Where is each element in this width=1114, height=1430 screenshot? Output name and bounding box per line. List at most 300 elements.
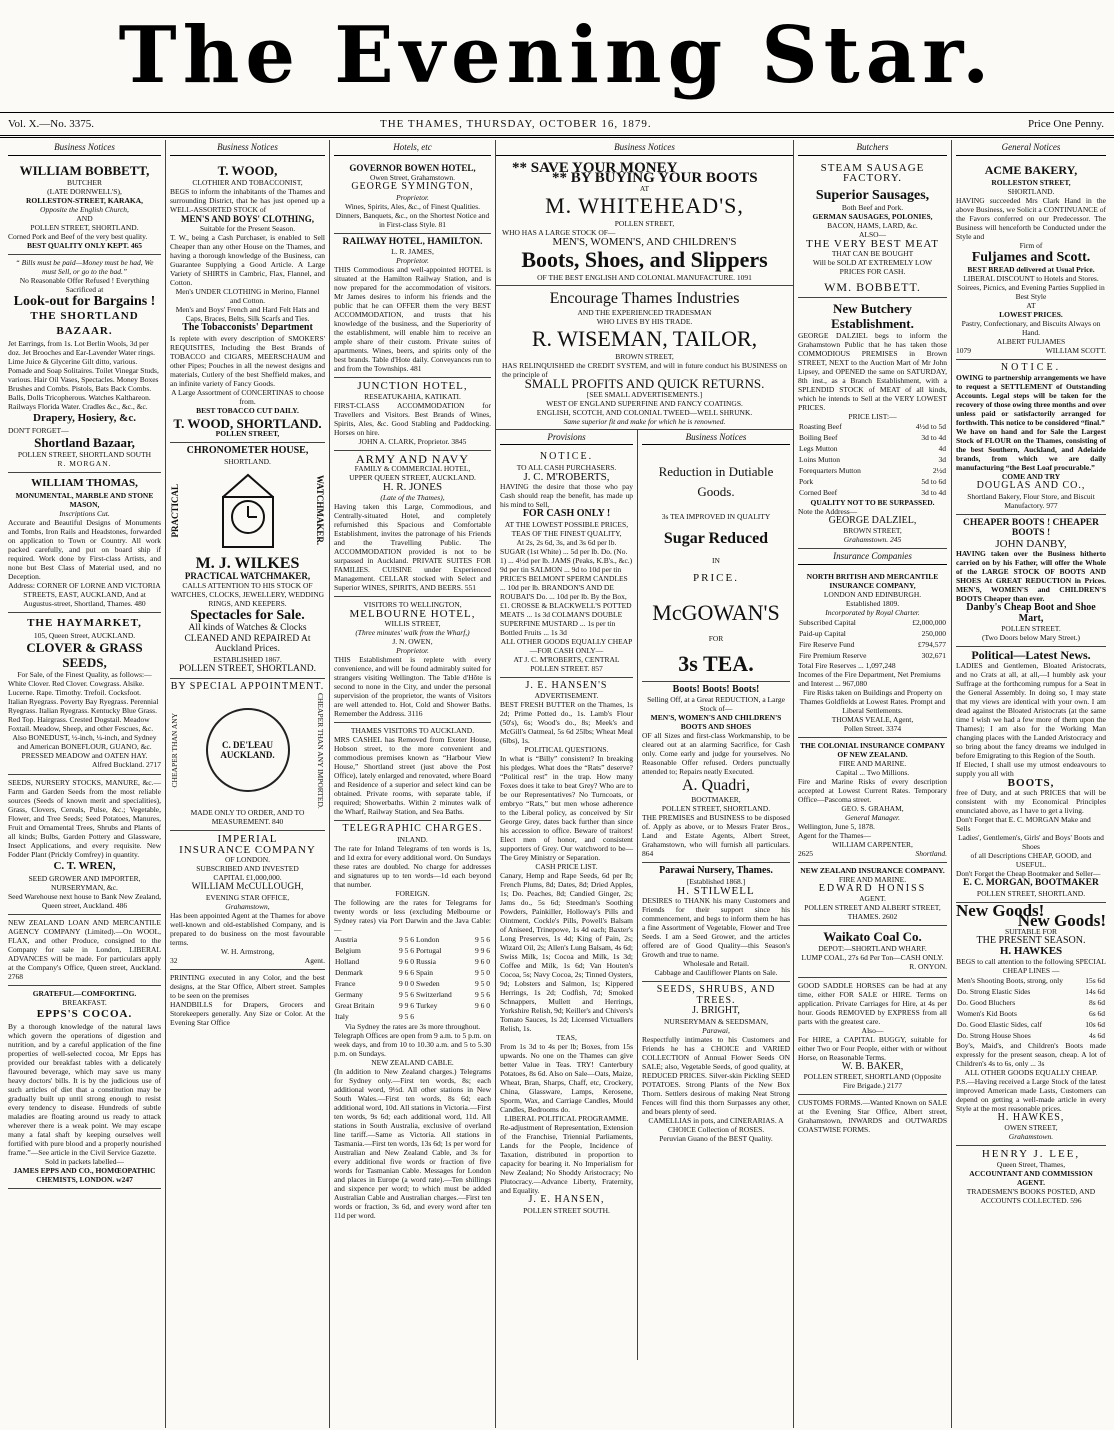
ad-line: Don't Forget the Cheap Bootmaker and Seller— — [956, 869, 1101, 878]
price-row — [798, 476, 947, 487]
table-cell: Forequarters Mutton — [799, 465, 861, 475]
ad-title: EDWARD HONISS — [818, 882, 927, 894]
ad-text: THIS Commodious and well-appointed HOTEL is situated at the Hamilton Railway Station, and is now prepared for the accommodation of visitors. Mr James desires to inform his friends and the public that he can OFFER them the very BEST ACCOMMODATION, and trusts that his knowledge of the business, and the Superiority of the establishment, will enable him to receive an ample share of their custom. Private suites of apartments. Wines, beers, and spirits only of the best brands. Table d'Hote daily. Conveyances run to and from the Townships. 481 — [334, 265, 491, 373]
table-cell: 9 0 0 — [398, 978, 414, 988]
ad-title: FOR CASH ONLY ! — [522, 508, 611, 519]
price-row — [798, 454, 947, 465]
ad-line: of all Descriptions CHEAP, GOOD, and USEFUL. — [970, 851, 1092, 869]
ad-baker — [798, 978, 947, 1096]
section-header: Business Notices — [8, 140, 161, 156]
ad-line: AND THE EXPERIENCED TRADESMAN — [577, 308, 712, 317]
ad-line: Grahamstown, — [225, 901, 270, 911]
ad-line: General Manager. — [845, 812, 900, 822]
table-cell: Loins Mutton — [799, 454, 841, 464]
ad-line: TEAS, — [556, 1033, 577, 1042]
masthead — [0, 0, 1114, 112]
ad-line: EVENING STAR OFFICE, — [205, 892, 290, 902]
ad-notice — [956, 360, 1106, 515]
ad-title: WILLIAM BOBBETT, — [19, 162, 150, 178]
ad-line: Peruvian Guano of the BEST Quality. — [659, 1133, 773, 1143]
ad-text: CUSTOMS FORMS.—Wanted Known on SALE at the Evening Star Office, Albert street, Grahamstown, INWARDS and OUTWARDS COASTWISE FORMS. — [798, 1098, 947, 1134]
ad-text: Jet Earrings, from 1s. Lot Berlin Wools, 3d per doz. Jet Brooches and Ear-Lavender Water rings. Lime Juice & Glycerine Gilt ditto, various. Pomade and Soap Solitaires. Toilet Vinegar Studs, various. Hair Oil Vases, Spectacles. Money Boxes Brushes and Combs. Pistols, Bats Back Combs. Balls, Dolls Tricopherous. Watches Kalthareon. Railways Florida Water. Cradles &c., &c., &c. — [8, 338, 159, 411]
price-row — [798, 487, 947, 498]
ad-title: CHRONOMETER HOUSE, — [186, 445, 309, 456]
ad-line: FIRE AND MARINE. — [838, 874, 907, 884]
ad-title: M. J. WILKES — [195, 554, 300, 572]
ad-text: SUGAR (1st White) ... 5d per lb. Do. (No. 1) ... 4½d per lb. JAMS (Peaks, K.B's., &c.) 9d per tin SALMON ... 9d to 10d per tin PRICE'S BELMONT SPERM CANDLES ... 10d per lb. BRANDON'S AND DE ROUBAI'S Do. ... 10d per lb. By the Box, £1. CROSSE & BLACKWELL'S POTTED MEATS ... 1s 3d COLMAN'S DOUBLE SUPERFINE MUSTARD ... 1s per tin Bottled Fruits ... 1s 3d — [500, 546, 633, 637]
ad-title: J. E. HANSEN'S — [525, 679, 608, 691]
ad-line: PRICES FOR CASH. — [839, 267, 906, 276]
ad-line: LOWEST PRICES. — [999, 309, 1063, 319]
table-cell: 3d to 4d — [921, 487, 946, 497]
ad-quote: “ Bills must be paid—Money must be had, We must Sell, or go to the bad.” — [15, 257, 154, 276]
ad-text: All kinds of Watches & Clocks CLEANED AND REPAIRED At Auckland Prices. — [184, 623, 311, 654]
ad-title: Look-out for Bargains ! — [13, 293, 156, 309]
ad-title: GEORGE DALZIEL, — [828, 514, 917, 526]
table-cell: 9 5 6 — [398, 934, 414, 944]
table-cell: Legs Mutton — [799, 443, 838, 453]
table-cell: 9 6 0 — [398, 956, 414, 966]
ad-wren — [8, 775, 161, 915]
agent-row — [170, 956, 325, 965]
ad-line: POLLEN STREET, — [614, 218, 675, 228]
ad-title: T. WOOD, — [217, 162, 278, 178]
ad-telegraph — [334, 821, 491, 1224]
ad-line: CAMELLIAS in pots, and CINERARIAS. A CHOICE Collection of ROSES. — [648, 1115, 784, 1134]
table-cell: Men's Shooting Boots, strong, only — [957, 975, 1063, 985]
ad-line: Grahamstown. — [1008, 1132, 1054, 1141]
table-cell: Corned Beef — [799, 487, 838, 497]
ad-line: SHORTLAND. — [1007, 186, 1055, 196]
ad-title: GOVERNOR BOWEN HOTEL, — [349, 162, 476, 173]
ad-line: Agent. — [304, 955, 325, 965]
ad-line: INLAND. — [397, 834, 428, 844]
table-cell: Women's Kid Boots — [957, 1008, 1017, 1018]
rate-row — [334, 945, 491, 956]
ad-title: NOTICE. — [539, 451, 594, 462]
ad-line: AT THE LOWEST POSSIBLE PRICES, — [504, 519, 629, 529]
ad-line: L. R. JAMES, — [391, 247, 434, 256]
column-2 — [166, 140, 330, 1428]
ad-text: HAVING succeeded Mrs Clark Hand in the above Business, we Solicit a CONTINUANCE of the Favors conferred on our Predecessor. The Business will henceforth be Conducted under the Style and — [956, 195, 1106, 241]
ad-line: T. WOOD, — [173, 415, 234, 431]
ad-political — [956, 647, 1106, 903]
ad-waikato — [798, 926, 947, 978]
ad-number: 1079 — [956, 345, 971, 355]
ad-text: By a thorough knowledge of the natural laws which govern the operations of digestion and nutrition, and by a careful application of the fine properties of well-selected cocoa, Mr Epps has provided our breakfast tables with a delicately flavoured beverage, which may save us many heavy doctors' bills. It is by the judicious use of such articles of diet that a constitution may be gradually built up until strong enough to resist every tendency to disease. Hundreds of subtle maladies are floating around us ready to attack wherever there is a weak point. We may escape many a fatal shaft by keeping ourselves well fortified with pure blood and a properly nourished frame.”—See article in the Civil Service Gazette. — [8, 1022, 161, 1157]
ad-line: PRICE. — [693, 572, 739, 584]
ad-line: BROWN STREET, — [843, 526, 902, 535]
table-cell: 5d to 6d — [921, 476, 946, 486]
ad-signature: R. ONYON. — [909, 962, 947, 971]
ad-line: ACCOUNTANT AND COMMISSION AGENT. — [969, 1168, 1093, 1187]
ad-hansen — [500, 678, 633, 1219]
table-cell: Switzerland — [415, 989, 452, 999]
ad-line: NURSERYMAN & SEEDSMAN, — [664, 1016, 768, 1026]
table-cell: Boiling Beef — [799, 432, 838, 442]
rate-row — [334, 1000, 491, 1011]
ad-line: BROWN STREET, — [615, 352, 674, 361]
ad-text: If Elected, I shall use my utmost endeavours to supply you all with — [956, 759, 1106, 778]
ad-title: McGOWAN'S — [652, 599, 780, 625]
ad-title: E. C. MORGAN, BOOTMAKER — [963, 878, 1099, 888]
ad-title: Fuljames and Scott. — [971, 249, 1091, 265]
ad-line: (Late of the Thames), — [380, 492, 445, 502]
ad-bobbett — [8, 160, 161, 255]
ad-line: Men's and Boys' French and Hard Felt Hats and Caps, Braces, Belts, Silk Scarfs and Ties. — [175, 305, 320, 323]
ad-line: JAMES EPPS AND CO., HOMŒOPATHIC CHEMISTS, LONDON. w247 — [13, 1166, 156, 1184]
ad-line: Parawai, — [702, 1025, 730, 1035]
ad-line: BEST TOBACCO CUT DAILY. — [196, 405, 299, 415]
ad-cashel — [334, 723, 491, 821]
ad-title: J. E. HANSEN, — [528, 1194, 605, 1205]
ad-line: Don't Forget that E. C. MORGAN Make and Sells — [956, 815, 1091, 833]
ad-line: Queen Street, Thames, — [996, 1159, 1066, 1169]
table-cell: 302,671 — [921, 650, 946, 660]
ad-title: CHEAPER BOOTS ! CHEAPER BOOTS ! — [963, 517, 1099, 538]
ad-title: GEORGE SYMINGTON, — [351, 181, 474, 192]
column-5 — [794, 140, 952, 1428]
rate-row — [334, 934, 491, 945]
ad-line: COME AND TRY — [1001, 472, 1061, 481]
ad-line: WILLIAM McCULLOUGH, — [191, 882, 304, 893]
table-cell: London — [415, 934, 440, 944]
ad-line: WHO HAS A LARGE STOCK OF— — [502, 227, 616, 237]
ad-line: IN — [712, 556, 720, 565]
ad-title: 3s TEA. — [678, 650, 754, 676]
ad-text: (In addition to New Zealand charges.) Telegrams for Sydney only.—First ten words, 8s; each additional word, 9½d. All other stations in New South Wales.—First ten words, 8s 6d; each additional word, 10d. All stations in Victoria.—First ten words, 9s 6d; each additional word, 11d. All stations in South Australia, exclusive of overland line tariff.—Same as Victoria. All stations in Tasmania.—First ten words, 13s 6d; 1s per word for Australian and New Zealand Cable, and 3s for every additional five words or fraction of five words for Tasmanian Cable. Messages for London and places in Europe (a word rate).—Ten shillings and sixpence per word; to which must be added Australian Cable and Australian charges.—First ten words or fraction, 3s 6d, and every word after ten 11d per word. — [334, 1066, 491, 1220]
ad-text: BEGS to inform the inhabitants of the Thames and surrounding District, that he has just opened up a WELL-ASSORTED STOCK of — [170, 186, 325, 214]
table-cell: Spain — [415, 967, 434, 977]
table-cell: Do. Good Bluchers — [957, 997, 1016, 1007]
ad-line: Shortland. — [915, 848, 947, 858]
price: Price One Penny. — [1028, 118, 1104, 130]
ad-text: LUMP COAL, 27s 6d Per Ton—CASH ONLY. — [801, 953, 944, 962]
ad-title: Political—Latest News. — [971, 648, 1091, 662]
ad-text: Also BONEDUST, ½-inch, ¼-inch, and Sydney and American BONEFLOUR, GUANO, &c. PRESSED MEADOW and OATEN HAY. — [12, 732, 157, 760]
ad-text: SEEDS, NURSERY STOCKS, MANURE, &c.—Farm and Garden Seeds from the most reliable sources (Seeds of known merit and specialities), Grass, Clovers, Cereals, Pulse, &c.; Vegetable, Flower, and Tree Seeds; Seed Potatoes, Manures, Fruit and Ornamental Trees, Shrubs and Plants of all kinds; Bulbs, Garden Pottery and Glassware, Insect Applications, and every requisite. New Fodder Plant (Prickly Comfrey) in quantity. — [8, 778, 161, 859]
ad-text: T. W., being a Cash Purchaser, is enabled to Sell Cheaper than any other House on the Thames, and having a thorough knowledge of the Business, can Guarantee Supplying a Good Article. A Large Variety of SHIRTS in Cambric, Flax, Flannel, and Cotton. — [170, 233, 325, 287]
ad-title: ARMY AND NAVY — [355, 451, 469, 466]
ad-line: GERMAN SAUSAGES, POLONIES, — [812, 211, 933, 221]
sub-columns — [496, 430, 793, 1360]
rate-row — [334, 967, 491, 978]
table-cell: 9 6 0 — [475, 1000, 490, 1010]
ad-line: WHO LIVES BY HIS TRADE. — [596, 317, 693, 326]
ad-line: Suitable for the Present Season. — [199, 224, 296, 233]
table-cell: Denmark — [335, 967, 363, 977]
ad-stilwell — [642, 863, 790, 982]
ad-line: Sold in packets labelled— — [45, 1157, 124, 1166]
ad-line: POLLEN STREET, SHORTLAND. — [661, 804, 771, 813]
dateline — [0, 112, 1114, 138]
ad-line: Ladies', Gentlemen's, Girls' and Boys' Boots and Shoes — [958, 833, 1104, 851]
ad-line: VISITORS TO WELLINGTON, — [363, 599, 462, 609]
boots-price-table — [956, 975, 1106, 1041]
ad-text: HAVING the desire that those who pay Cash should reap the benefit, has made up his mind to Sell, — [500, 482, 633, 509]
ad-customs — [798, 1095, 947, 1138]
ad-title: Shortland Bazaar, — [34, 434, 135, 450]
ad-text: Has been appointed Agent at the Thames for above well-known and old-established Company, and is prepared to do business on the most favourable terms. — [170, 910, 325, 947]
table-cell: 9 5 6 — [475, 934, 490, 944]
ad-line: BUTCHER — [66, 177, 102, 187]
date-place: THE THAMES, THURSDAY, OCTOBER 16, 1879. — [380, 118, 652, 130]
ad-text: Fire and Marine Risks of every description accepted at Lowest Current Rates. Temporary Office—Pascoma street. — [798, 776, 947, 804]
ad-line: NEW ZEALAND CABLE. — [371, 1057, 454, 1067]
ad-line: FOREIGN. — [395, 888, 430, 898]
ad-line: POLLEN STREET AND ALBERT STREET, THAMES. 2602 — [804, 903, 941, 921]
ad-line: Selling Off, at a Great REDUCTION, a Large Stock of— — [647, 695, 785, 713]
ad-line: For Sale, of the Finest Quality, as follows:— — [17, 669, 152, 679]
ad-line: Via Sydney the rates are 3s more throughout. — [344, 1021, 481, 1031]
table-cell: 9 6 6 — [398, 967, 414, 977]
ad-line: 3s TEA IMPROVED IN QUALITY — [661, 512, 771, 521]
ad-lee — [956, 1146, 1106, 1209]
ad-line: FIRE AND MARINE. — [838, 758, 907, 768]
volume-number: Vol. X.—No. 3375. — [8, 118, 94, 130]
ad-title: ** BY BUYING YOUR BOOTS — [552, 170, 758, 186]
ad-number: 2625 — [798, 848, 813, 858]
ad-sausage — [798, 160, 947, 298]
ad-title: Encourage Thames Industries — [549, 290, 740, 307]
table-cell: Pork — [799, 476, 814, 486]
ad-text: OF all Sizes and first-class Workmanship, to be cleared out at an alarming Sacrifice, for Cash only. Come early and judge for yourselves. No Reasonable Offer refused. Orders punctually attended to; Repairs neatly Executed. — [642, 731, 790, 776]
wood-signature — [170, 415, 325, 431]
table-cell: Great Britain — [335, 1000, 375, 1010]
ad-haymarket — [8, 613, 161, 776]
table-cell: 9 5 0 — [475, 967, 490, 977]
ad-line: BEST BREAD delivered at Usual Price. — [967, 264, 1095, 274]
ad-title: BOOTS, — [1007, 776, 1055, 789]
table-cell: Belgium — [335, 945, 361, 955]
ad-line: CHEAPER THAN ANY IMPORTED. — [316, 692, 325, 809]
ad-line: AT — [1026, 300, 1036, 310]
ad-line: MEN'S AND BOYS' CLOTHING, — [180, 213, 315, 224]
ad-line: TO ALL CASH PURCHASERS. — [516, 462, 617, 472]
ad-line: [SEE SMALL ADVERTISEMENTS.] — [586, 389, 703, 399]
ad-title: H. STILWELL — [677, 884, 755, 897]
ad-line: Firm of — [1019, 240, 1043, 250]
ad-title: ** SAVE YOUR MONEY — [512, 159, 678, 176]
ad-line: Same superior fit and make for which he is renowned. — [563, 416, 726, 426]
ad-line: Men's UNDER CLOTHING in Merino, Flannel and Cotton. — [175, 287, 320, 305]
ad-line: Seed Warehouse next house to Bank New Zealand, Queen street, Auckland. 486 — [8, 892, 161, 910]
ad-title: R. WISEMAN, TAILOR, — [531, 326, 758, 351]
ad-title: BY SPECIAL APPOINTMENT. — [170, 681, 325, 692]
ad-title: Parawai Nursery, Thames. — [659, 865, 773, 876]
ad-line: PRACTICAL WATCHMAKER, — [184, 570, 311, 581]
column-4 — [496, 140, 794, 1428]
ad-title: J. C. M'ROBERTS, — [523, 470, 610, 483]
ad-line: (Two Doors below Mary Street.) — [982, 633, 1080, 642]
table-cell: Do. Good Elastic Sides, calf — [957, 1019, 1042, 1029]
ad-line: CLOTHIER AND TOBACCONIST, — [192, 177, 303, 187]
ad-line: BEST QUALITY ONLY KEPT. 465 — [27, 240, 142, 250]
ad-text: The rate for Inland Telegrams of ten words is 1s, and 1d extra for every additional word. On Sundays these rates are doubled. No charge for addresses and signatures up to ten words—1d each beyond that number. — [334, 843, 491, 889]
capital-row — [798, 650, 947, 661]
price-row — [956, 1019, 1106, 1030]
ad-title: H. HAWKES — [999, 945, 1063, 957]
ad-text: CALLS ATTENTION TO HIS STOCK OF WATCHES, CLOCKS, JEWELLERY, WEDDING RINGS, AND KEEPERS. — [170, 581, 325, 608]
ad-line: OF LONDON. — [225, 855, 270, 865]
ad-line: LONDON AND EDINBURGH. — [823, 589, 922, 599]
ad-line: Incorporated by Royal Charter. — [825, 607, 920, 617]
ad-title: Superior Sausages, — [815, 187, 930, 203]
ad-line: WEST OF ENGLAND SUPERFINE AND FANCY COATINGS. — [546, 398, 743, 408]
ad-line: SUBSCRIBED AND INVESTED — [196, 864, 299, 874]
ad-line: OF THE BEST ENGLISH AND COLONIAL MANUFACTURE. 1091 — [537, 273, 752, 282]
rate-row — [334, 978, 491, 989]
table-cell: 15s 6d — [1085, 975, 1105, 985]
table-cell: 2½d — [932, 465, 946, 475]
column-6 — [952, 140, 1110, 1428]
table-cell: Fire Premium Reserve — [799, 650, 867, 660]
table-cell: £2,000,000 — [912, 617, 946, 627]
ad-line: ESTABLISHED 1867. — [213, 654, 282, 664]
ad-text: From 1s 3d to 4s per lb; Boxes, from 15s upwards. No one on the Thames can give better Value in Teas. TRY! Canterbury Potatoes, 8s 6d. Also on Sale—Oats, Maize, Wheat, Bran, Sharps, Chaff, etc, Crockery, China, Glassware, Lamps, Kerosene, Sporm, Wax, and Carriage Candles, Mould Candles, Bedrooms do. — [500, 1042, 633, 1114]
table-cell: Russia — [415, 956, 436, 966]
section-header: Business Notices — [642, 430, 790, 446]
ad-text: DESIRES to THANK his many Customers and Friends for their support since his commencement, and begs to inform them he has a fine Assortment of Vegetable, Flower and Tree Seeds. I am a Seed Grower, and the articles offered are of Good Quality—this Season's Growth and true to name. — [642, 896, 790, 959]
ad-line: No Reasonable Offer Refused ! Everything Sacrificed at — [19, 275, 150, 294]
ad-line: SEED GROWER AND IMPORTER, NURSERYMAN, &c. — [28, 874, 141, 892]
table-cell: 3d to 4d — [921, 432, 946, 442]
ad-line: TRADESMEN'S BOOKS POSTED, AND ACCOUNTS COLLECTED. 596 — [966, 1186, 1096, 1205]
ad-line: Proprietor. — [396, 256, 429, 265]
ad-text: BEGS to call attention to the following SPECIAL CHEAP LINES — — [956, 956, 1106, 975]
ad-line: THAMES VISITORS TO AUCKLAND. — [350, 726, 475, 735]
ad-line: POLLEN STREET. — [1001, 624, 1061, 633]
price-row — [798, 443, 947, 454]
ad-title: Reduction in Dutiable Goods. — [658, 464, 774, 499]
ad-text: GOOD SADDLE HORSES can be had at any time, either FOR SALE or HIRE. Terms on application. Private Carriages for Hire, at 4s per hour. Goods REMOVED by EXPRESS from all parts with the greatest care. — [798, 980, 947, 1026]
table-cell: 9 5 0 — [475, 978, 490, 988]
ad-railway — [334, 234, 491, 379]
ad-line: BOOTMAKER, — [691, 795, 741, 804]
rate-row — [334, 956, 491, 967]
ad-deleau — [170, 679, 325, 831]
columns — [4, 140, 1110, 1428]
ad-epps — [8, 986, 161, 1189]
ad-bright — [642, 982, 790, 1147]
ad-line: BREAKFAST. — [62, 998, 107, 1007]
clock-illustration — [170, 466, 325, 556]
section-header: Provisions — [500, 430, 633, 446]
ad-line: AGENT. — [859, 894, 886, 903]
ad-line: A Large Assortment of CONCERTINAS to choose from. — [171, 387, 324, 406]
table-cell: France — [335, 978, 356, 988]
ad-line: LIBERAL POLITICAL PROGRAMME. — [504, 1114, 629, 1123]
table-cell: 4d — [938, 443, 946, 453]
ad-title: HENRY J. LEE, — [981, 1148, 1081, 1160]
ad-line: CAPITAL £1,000,000. — [213, 873, 282, 883]
ad-quadri — [642, 682, 790, 864]
ad-title: M. WHITEHEAD'S, — [545, 192, 744, 218]
ad-wilkes — [170, 443, 325, 679]
fuljames-row — [956, 346, 1106, 355]
table-cell: 9 9 6 — [398, 1000, 414, 1010]
ad-line: Pollen Street. 3374 — [843, 723, 902, 733]
ad-title: Boots! Boots! Boots! — [672, 683, 760, 695]
ad-text: Respectfully intimates to his Customers and Friends he has a CHOICE and VARIED COLLECTION of Annual Flower Seeds ON SALE; also, Vegetable Seeds, of good quality, at REDUCED PRICES. Silver-skin Pickling SEED POTATOES. Strong Plants of the New Box Thorn. Settlers desirous of making Neat Strong Fences will find this thorn Surpasses any other, and bears plenty of seed. — [642, 1034, 790, 1116]
ad-line: MONUMENTAL, MARBLE AND STONE MASON, — [15, 490, 154, 509]
ad-title: EPPS'S COCOA. — [36, 1008, 133, 1020]
ad-text: Corned Pork and Beef of the very best quality. — [8, 231, 148, 241]
ad-text: THE PREMISES and BUSINESS to be disposed of. Apply as above, or to Messrs Frater Bros., Land and Estate Agents, Albert Street, Grahamstown, who will furnish all particulars. 864 — [642, 813, 790, 858]
ad-text: free of Duty, and at such PRICES that will be consistent with my Economical Principles enunciated above, as I have to get a living. — [956, 788, 1106, 815]
ad-line: Incomes of the Fire Department, Net Premiums and Interest ... 967,080 — [798, 669, 941, 688]
ad-title: WM. BOBBETT. — [824, 280, 921, 294]
ad-title: J. BRIGHT, — [692, 1005, 740, 1016]
ad-title: The Tobacconists' Department — [182, 322, 313, 333]
capital-table — [798, 617, 947, 661]
table-cell: 9 6 0 — [475, 956, 490, 966]
price-row — [956, 997, 1106, 1008]
ad-line: Opposite the English Church, — [40, 204, 129, 214]
ad-text: In what is “Billy” consistent? In breaking his pledges. What does the “Rats” deserve? “Political rest” in the trap. How many Foxes does it take to beat Grey? Who are to be our Representatives? No Turncoats, or embryo “Rats,” but men whose adherence to the Liberal policy, as conceived by Sir George Grey, dates back further than since his accession to office. Beware of traitors! Elect men of honor, and consistent supporters of Grey. Our watchword to be—The Grey Ministry or Separation. — [500, 754, 633, 862]
ad-text: Re-adjustment of Representation, Extension of the Franchise, Triennial Parliaments, Lands for the People, Incidence of Taxation, distributed in proportion to capacity for bearing it. No Imperialism for New Zealand; No Shoddy Aristocracy; No Plutocracy.—Advance Liberty, Fraternity, and Equality. — [500, 1123, 633, 1195]
price-row — [956, 1008, 1106, 1019]
column-1 — [4, 140, 166, 1428]
seal-text: C. DE'LEAU AUCKLAND. — [220, 739, 275, 761]
ad-line: Established 1809. — [845, 598, 900, 608]
ad-line: At 2s, 2s 6d, 3s, and 3s 6d per lb. — [516, 537, 617, 547]
ad-line: POLLEN STREET, SHORTLAND. — [179, 663, 316, 674]
ad-title: Drapery, Hosiery, &c. — [33, 411, 136, 424]
ad-text: Having taken this Large, Commodious, and Centrally-situated Hotel, and completely refurnished this Spacious and Comfortable Establishment, invites the patronage of his Friends and the Travelling Public. The ACCOMMODATION provided is not to be surpassed in Auckland. PRIVATE SUITES FOR FAMILIES. CUISINE under Experienced Management. CELLAR stocked with Select and Superior WINES, SPIRITS, AND BEERS. 551 — [334, 501, 491, 592]
ad-line: ALSO— — [858, 229, 887, 239]
ad-line: POLLEN STREET, SHORTLAND. — [976, 888, 1086, 898]
seal-icon — [206, 708, 290, 792]
ad-line: Total Fire Reserves ... 1,097,248 — [798, 660, 896, 670]
ad-line: Agent for the Thames— — [798, 830, 871, 840]
ad-text: Telegraph Offices are open from 9 a.m. to 5 p.m. on week days, and from 10 to 10.30 a.m. and 5 to 5.30 p.m. on Sundays. — [334, 1030, 491, 1058]
table-cell: 9 9 6 — [475, 945, 490, 955]
ad-line: RESEATUKAHIA, KATIKATI. — [364, 391, 461, 401]
price-row — [956, 975, 1106, 986]
ad-text: THIS Establishment is replete with every convenience, and will be found admirably suited for strangers visiting Wellington. The Table d'Hôte is second to none in the City, and under the personal supervision of the proprietor, the wants of Visitors are well attended to. Hot, Cold and Shower Baths. Remember the Address. 3116 — [334, 655, 491, 718]
ad-text: LADIES and Gentlemen, Bloated Aristocrats, and no Crats at all, at all,—I humbly ask your Suffrage at the forthcoming rumpus for a Seat in the General Assembly. In doing so, I may state that my views are identical with your own. I am dead against the Bloated Aristocrats (at the same time I wish we had a few more of them upon the Thames); I am also for the Working Man changing places with the Landed Aristocracy and so bring about the fancy dreams we indulged in before Emigrating to this Region of the South. — [956, 660, 1106, 760]
ad-text: MRS CASHEL has Removed from Exeter House, Hobson street, to the more convenient and commodious premises known as “Harbour View House,” Shortland street (just above the Post Office), lately enlarged and renovated, where Board and Residence of a superior and select kind can be obtained. Private rooms, with separate table, if required; Showerbaths. Within 2 minutes walk of the Wharf, Railway Station, and Sea Baths. — [334, 735, 491, 816]
ad-line: Cabbage and Cauliflower Plants on Sale. — [654, 968, 778, 977]
ad-text: OWING to partnership arrangements we have to request a SETTLEMENT of Outstanding Accounts. Legal steps will be taken for the recovery of those owing three months and over unless paid or satisfactorily arranged for forthwith. This notice to be considered “final.” — [956, 373, 1106, 427]
ad-line: Proprietor. — [396, 192, 429, 202]
ad-title: NOTICE. — [1000, 361, 1062, 373]
ad-title: INSURANCE COMPANY — [179, 843, 316, 856]
ad-line: ROLLESTON-STREET, KARAKA, — [25, 195, 144, 205]
ad-nzins — [798, 863, 947, 927]
ad-hawkes — [956, 900, 1106, 1147]
ad-line: POLLEN STREET SOUTH. — [523, 1205, 610, 1215]
ad-title: MELBOURNE HOTEL, — [349, 607, 476, 620]
ad-text: The following are the rates for Telegrams for twenty words or less (excluding Melbourne or Sydney rates) via Port Darwin and the Java Cable:— — [334, 897, 491, 934]
table-cell: Roasting Beef — [799, 421, 842, 431]
table-cell: 3d — [938, 454, 946, 464]
ad-line: OWEN STREET, — [1004, 1123, 1058, 1132]
ad-title: THE HAYMARKET, — [27, 616, 142, 629]
ad-title: SEEDS, SHRUBS, AND TREES. — [656, 984, 776, 1006]
ad-line: ENGLISH, SCOTCH, AND COLONIAL TWEED—WELL SHRUNK. — [536, 407, 753, 417]
ad-printing — [170, 970, 325, 1031]
table-cell: 8s 6d — [1088, 997, 1105, 1007]
ad-line: Grahamstown. 245 — [843, 535, 902, 544]
ad-line: DEPOT:—SHORTLAND WHARF. — [818, 944, 927, 953]
ad-melbourne — [334, 597, 491, 724]
ad-text: Fire Risks taken on Buildings and Property on Thames Goldfields at Lowest Rates. Prompt and Liberal Settlements. — [799, 687, 946, 715]
table-cell: Do. Strong House Shoes — [957, 1030, 1031, 1040]
ad-line: Both Beef and Pork. — [841, 202, 904, 212]
masthead-title: The Evening Star. — [118, 10, 996, 101]
